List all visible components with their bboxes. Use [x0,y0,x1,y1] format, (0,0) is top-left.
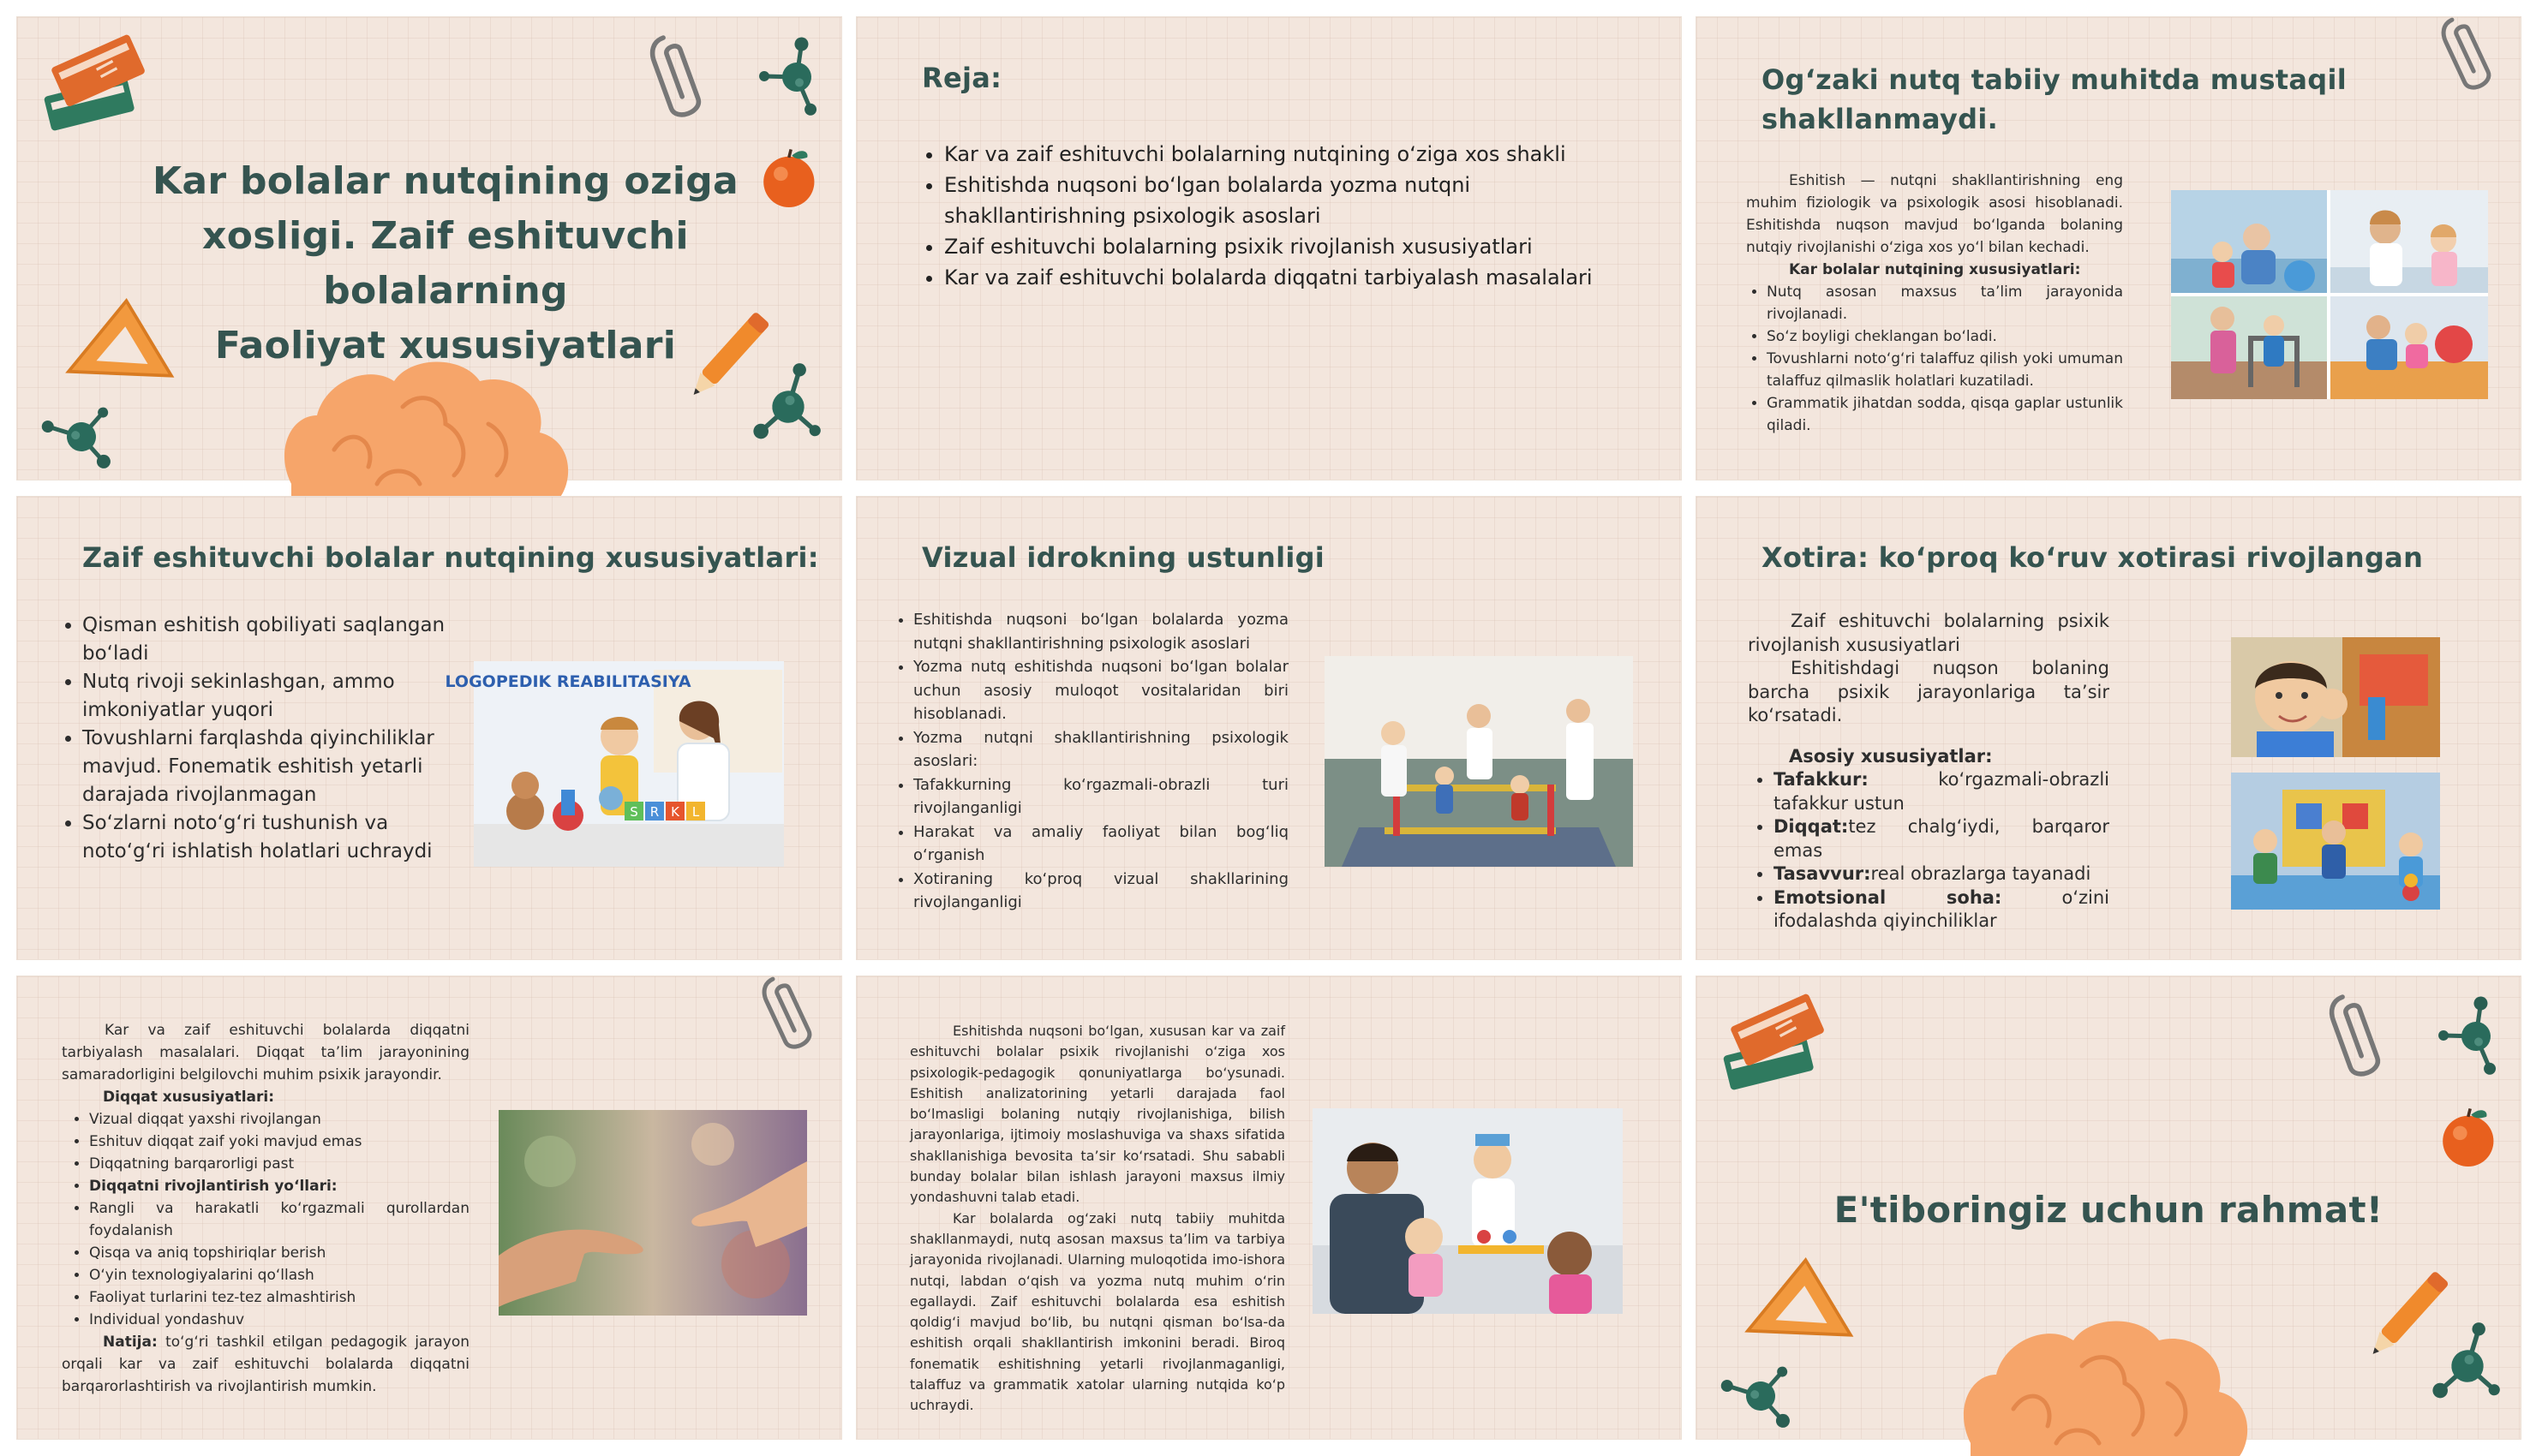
paragraph: Eshitishda nuqsoni bo‘lgan, xususan kar va zaif eshituvchi bolalar psixik rivojlanishi o‘ziga xos psixologik-pedagogik qonuniyatlarga bo‘ysunadi. Eshitish analizatorining yetarli darajada faol bo‘lmasligi bolaning nutqiy rivojlanishiga, bilish jarayonlariga, ijtimoiy moslashuviga va shaxs sifatida shakllanishiga bevosita ta’sir ko‘rsatadi. Shu sababli bunday bolalar bilan ishlash jarayoni maxsus ilmiy yondashuvni talab etadi. [910,1023,1285,1206]
features-list [63,612,475,866]
molecule-icon [2420,1319,2515,1413]
list-item: • Qisqa va aniq topshiriqlar berish [89,1242,470,1264]
molecule-icon [39,394,124,480]
list-item: • So‘zlarni noto‘g‘ri tushunish va noto‘g‘ri ishlatish holatlari uchraydi [82,809,475,866]
children-playing-photo [2231,773,2440,910]
list-item: • Zaif eshituvchi bolalarning psixik rivojlanish xususiyatlari [944,231,1626,262]
image-caption: LOGOPEDIK REABILITASIYA [445,672,691,691]
title-line: Faoliyat xususiyatlari [214,324,677,367]
list-item: • Individual yondashuv [89,1309,470,1331]
paperclip-icon [771,976,805,1053]
list-item: • So‘z boyligi cheklangan bo‘ladi. [1767,325,2123,348]
block-letter: S [630,804,638,820]
list-item: • Nutq rivoji sekinlashgan, ammo imkoniyatlar yuqori [82,668,475,725]
slide-title: Reja: [922,62,1002,94]
conclusion [62,1331,470,1398]
slide-title [1761,60,2347,139]
block-letter: K [671,804,679,820]
list-item: • Diqqatning barqarorligi past [89,1153,470,1175]
list-item [89,1175,470,1197]
list-item [1773,862,2109,886]
slide-8-summary[interactable] [857,976,1681,1439]
list-item: • Qisman eshitish qobiliyati saqlangan bo‘ladi [82,612,475,668]
list-item: • Tafakkurning ko‘rgazmali-obrazli turi rivojlanganligi [913,773,1289,820]
slide-5-visual-perception[interactable] [857,497,1681,959]
item-text: real obrazlarga tayanadi [1870,863,2091,884]
list-item [1773,815,2109,862]
slide-title: Zaif eshituvchi bolalar nutqining xususiyatlari: [82,541,819,574]
body-text [910,1021,1285,1417]
list-item: • Yozma nutqni shakllantirishning psixologik asoslari: [913,726,1289,773]
list-item: • Nutq asosan maxsus ta’lim jarayonida rivojlanadi. [1767,281,2123,325]
intro-paragraph: Eshitish — nutqni shakllantirishning eng muhim fiziologik va psixologik asosi hisoblanadi. Eshitishda nuqson mavjud bo‘lganda bolaning nutqiy rivojlanishi o‘ziga xos yo‘l bilan kechadi. [1746,172,2123,256]
list-item: • Xotiraning ko‘proq vizual shakllarining rivojlanganligi [913,868,1289,915]
item-label: Tafakkur: [1773,769,1869,790]
triangle-ruler-icon [1744,1250,1855,1345]
slide-6-memory[interactable] [1696,497,2521,959]
item-text: tez chalg‘iydi, barqaror emas [1773,816,2109,861]
books-icon [43,43,154,137]
therapy-photo-collage [2171,190,2488,399]
body-text [1748,610,2109,934]
slide-4-weak-hearing-speech[interactable] [17,497,841,959]
rehab-center-photo [1325,656,1633,867]
item-text: o‘zini ifodalashda qiyinchiliklar [1773,886,2109,931]
paperclip-icon [2450,17,2485,94]
books-icon [1722,1002,1833,1096]
paperclip-icon [660,36,694,122]
child-photo [2231,637,2440,757]
body-text [62,1019,470,1398]
intro-paragraph: Kar va zaif eshituvchi bolalarda diqqatni tarbiyalash masalalari. Diqqat ta’lim jarayonining samaradorligini belgilovchi muhim psixik jarayondir. [62,1022,470,1083]
slide-3-oral-speech[interactable] [1696,17,2521,480]
slide-title: Xotira: ko‘proq ko‘ruv xotirasi rivojlangan [1761,541,2424,574]
slide-1-title[interactable] [17,17,841,480]
body-text [886,608,1289,915]
molecule-icon [1718,1353,1803,1439]
hands-photo [499,1110,807,1316]
apple-icon [2442,1105,2497,1173]
list-item: • Grammatik jihatdan sodda, qisqa gaplar ustunlik qiladi. [1767,392,2123,437]
item-label: Diqqat: [1773,816,1849,837]
list-item: • Rangli va harakatli ko‘rgazmali qurollardan foydalanish [89,1197,470,1242]
subheading: Diqqatni rivojlantirish yo‘llari: [89,1178,338,1195]
title-line: Og‘zaki nutq tabiiy muhitda mustaqil [1761,63,2348,96]
list-item: • Harakat va amaliy faoliyat bilan bog‘liq o‘rganish [913,820,1289,868]
brain-icon [1941,1315,2266,1452]
molecule-icon [2433,994,2519,1079]
subheading: Kar bolalar nutqining xususiyatlari: [1789,261,2081,278]
paragraph: Eshitishdagi nuqson bolaning barcha psixik jarayonlariga ta’sir ko‘rsatadi. [1748,658,2109,725]
apple-icon [763,146,817,214]
list-item: • Kar va zaif eshituvchi bolalarning nutqining o‘ziga xos shakli [944,139,1626,170]
list-item: • Kar va zaif eshituvchi bolalarda diqqatni tarbiyalash masalalari [944,262,1626,293]
list-item: • Yozma nutq eshitishda nuqsoni bo‘lgan bolalar uchun asosiy muloqot vositalaridan biri hisoblanadi. [913,655,1289,726]
paragraph: Kar bolalarda og‘zaki nutq tabiiy muhitda shakllanmaydi, nutq asosan maxsus ta’lim va tarbiya jarayonida rivojlanadi. Ularning muloqotida imo-ishora nutqi, labdan o‘qish va yozma nutq muhim o‘rin egallaydi. Zaif eshituvchi bolalarda esa eshitish qoldig‘i mavjud bo‘lib, bu nutqni qisman bo‘lsa-da eshitish orqali shakllantirish imkonini beradi. Biroq fonematik eshitishning yetarli rivojlanmaganligi, talaffuz va grammatik xatolar ularning nutqida ko‘p uchraydi. [910,1209,1285,1414]
block-letter: L [691,804,700,820]
list-item: • Faoliyat turlarini tez-tez almashtirish [89,1286,470,1309]
body-text [1746,170,2123,437]
list-item [1773,768,2109,815]
subheading: Diqqat xususiyatlari: [103,1089,275,1106]
title-line: shakllanmaydi. [1761,103,1999,135]
slide-7-attention[interactable] [17,976,841,1439]
list-item: • Vizual diqqat yaxshi rivojlangan [89,1108,470,1131]
list-item: • Eshitishda nuqsoni bo‘lgan bolalarda yozma nutqni shakllantirishning psixologik asoslari [944,170,1626,231]
paragraph: Zaif eshituvchi bolalarning psixik rivojlanish xususiyatlari [1748,611,2109,655]
conclusion-text: to‘g‘ri tashkil etilgan pedagogik jarayon orqali kar va zaif eshituvchi bolalarda diqqatni barqarorlashtirish va rivojlantirish mumkin. [62,1334,470,1395]
title-line: xosligi. Zaif eshituvchi [202,214,689,258]
list-item: • Eshitishda nuqsoni bo‘lgan bolalarda yozma nutqni shakllantirishning psixologik asoslari [913,608,1289,655]
plan-list [924,139,1626,293]
subheading: Asosiy xususiyatlar: [1789,745,1993,767]
molecule-icon [741,360,835,454]
list-item: • Eshituv diqqat zaif yoki mavjud emas [89,1131,470,1153]
title-line: Kar bolalar nutqining oziga [152,159,739,203]
list-item: • Tovushlarni farqlashda qiyinchiliklar mavjud. Fonematik eshitish yetarli darajada rivojlanmagan [82,725,475,809]
slide-title [146,154,745,373]
paperclip-icon [2339,995,2373,1081]
item-label: Emotsional soha: [1773,886,2002,908]
item-text: ko‘rgazmali-obrazli tafakkur ustun [1773,769,2109,814]
list-item [1773,886,2109,934]
conclusion-label: Natija: [103,1334,158,1351]
slide-9-thanks[interactable] [1696,976,2521,1439]
item-label: Tasavvur: [1773,863,1871,884]
block-letter: R [649,804,660,820]
slide-title: Vizual idrokning ustunligi [922,541,1325,574]
title-line: bolalarning [323,269,568,313]
logopedic-rehab-photo [445,661,784,867]
thanks-title: E'tiboringiz uchun rahmat! [1833,1189,2383,1231]
brain-icon [261,355,587,492]
list-item: • Tovushlarni noto‘g‘ri talaffuz qilish yoki umuman talaffuz qilmaslik holatlari kuzatiladi. [1767,348,2123,392]
list-item: • O‘yin texnologiyalarini qo‘llash [89,1264,470,1286]
slide-2-plan[interactable] [857,17,1681,480]
molecule-icon [754,34,840,120]
classroom-photo [1313,1108,1623,1314]
